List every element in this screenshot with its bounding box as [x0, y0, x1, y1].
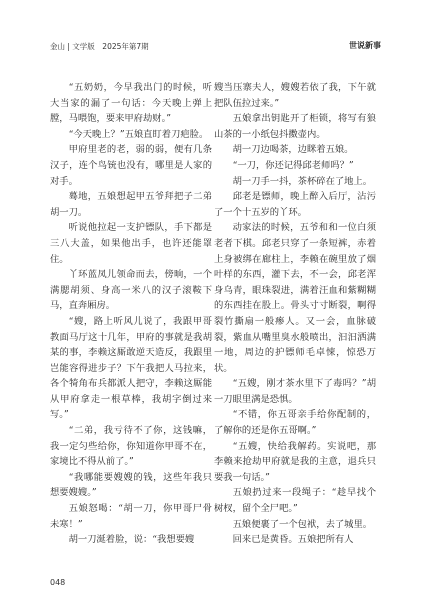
paragraph: “二弟，我亏待不了你，这钱嘛，我一定匀些给你，你知道你甲哥不在，家境比不得从前了。” — [50, 425, 212, 468]
paragraph: 五娘拿出钥匙开了柜锁，将写有狼山茶的一小纸包抖擞壶内。 — [214, 113, 376, 140]
paragraph: 动家法的时候，五爷和和一位白须老者下棋。邱老只穿了一条短裤，赤着上身被绑在廊柱上，李赖在碗里放了烟叶样的东西，灌下去，不一会，邱老浑身乌青，眼珠裂进，满着汪血和紫糊糊的东西挂在股上。骨头寸寸断裂，啊得裂竹撕扇一般瘆人。又一会，血脉破裂，紫血从嘴里臭水般喷出，汩汩洒满一地，周边的护镖师毛卓悚，惊恐万状。 — [214, 222, 376, 374]
paragraph: 五娘扔过来一段绳子：“趁早找个树杈，留个全尸吧。” — [214, 487, 376, 515]
paragraph: “今天晚上？”五娘直盯着刀疤脸。 — [68, 128, 209, 140]
paragraph: 嫂当压寨夫人，嫂嫂若依了我，下午就把队伍拉过来。” — [214, 82, 376, 109]
paragraph: 胡一刀涎着脸，说：“我想要嫂 — [68, 534, 195, 546]
paragraph: 蓦地，五娘想起甲五爷拜把子二弟胡一刀。 — [50, 191, 212, 218]
paragraph: “五奶奶，今早我出门的时候，听大当家的漏了一句话：今天晚上弹上膛，马喂饱，要来甲府劫财。” — [50, 82, 212, 125]
paragraph: 甲府里老的老，弱的弱，便有几条汉子，连个鸟铳也没有，哪里是人家的对手。 — [50, 144, 212, 187]
paragraph: “一刀，你还记得邱老师吗？” — [232, 159, 354, 171]
paragraph: “不错，你五哥亲手给你配制的，了解你的还是你五哥啊。” — [214, 409, 376, 437]
paragraph: 五娘怒喝：“胡一刀，你甲哥尸骨未寒！” — [50, 503, 212, 530]
paragraph: “我哪能要嫂嫂的钱，这些年我只想要嫂嫂。” — [50, 471, 212, 499]
page-number: 048 — [50, 578, 66, 587]
paragraph: 邱老是镖师，晚上醉入后厅，沾污了一个十五岁的丫环。 — [214, 191, 376, 218]
paragraph: “嫂，路上听风儿说了，我跟甲哥教面马厅这十几年，甲府的事就是我胡某的事，李赖这厮敢逆天造反，我跟里岂能容得进步子？下午我把人马拉来，各个犄角布兵都派人把守，李赖这厮能从甲府拿走一根草棒，我胡字倒过来写。” — [50, 315, 212, 421]
paragraph: 胡一刀手一抖，茶杯碎在了地上。 — [232, 175, 373, 187]
paragraph: 回来已是黄昏。五娘把所有人 — [232, 534, 354, 546]
paragraph: 丫环蓝凤儿领命而去，傍晌，一个满腮胡须、身高一米八的汉子滚鞍下马，直奔厢房。 — [50, 269, 212, 312]
paragraph: “五嫂，快给我解药。实说吧，那李赖来抢劫甲府就是我的主意，退兵只要我一句话。” — [214, 440, 376, 483]
publication-info: 金山 | 文学版 2025年第7期 — [50, 42, 149, 51]
page-header — [50, 41, 381, 55]
left-column — [50, 80, 212, 548]
section-title: 世说新事 — [349, 41, 381, 50]
paragraph: 五娘便裹了一个包袱，去了城里。 — [232, 518, 373, 530]
paragraph: 胡一刀边喝茶，边眯着五娘。 — [232, 144, 354, 156]
paragraph: 听说他拉起一支护镖队，手下都是三八大盖，如果他出手，也许还能罩住。 — [50, 222, 212, 265]
paragraph: “五嫂，刚才茶水里下了毒吗？”胡一刀眼里满是恐惧。 — [214, 378, 376, 405]
right-column — [214, 80, 376, 548]
